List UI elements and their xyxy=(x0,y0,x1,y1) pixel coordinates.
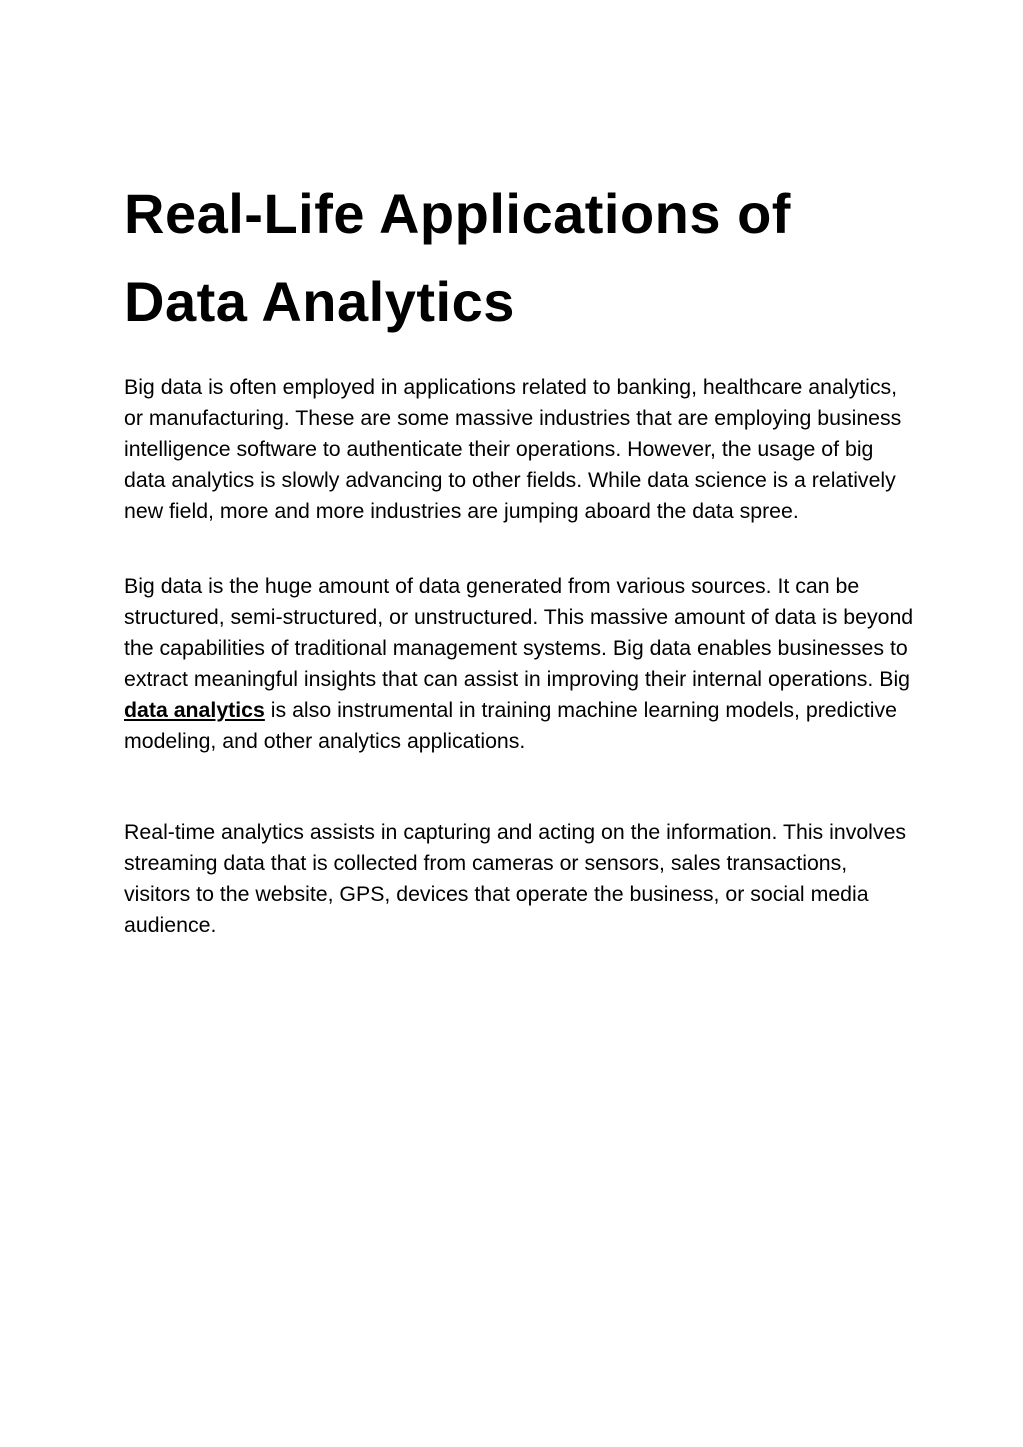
paragraph-big-data xyxy=(124,571,914,757)
data-analytics-link[interactable]: data analytics xyxy=(124,698,265,722)
paragraph-text: Big data is the huge amount of data generated from various sources. It can be structured, semi-structured, or unstructured. This massive amount of data is beyond the capabilities of traditional management systems. Big data enables businesses to extract meaningful insights that can assist in improving their internal operations. Big xyxy=(124,574,914,691)
paragraph-intro: Big data is often employed in applications related to banking, healthcare analytics, or manufacturing. These are some massive industries that are employing business intelligence software to authenticate their operations. However, the usage of big data analytics is slowly advancing to other fields. While data science is a relatively new field, more and more industries are jumping aboard the data spree. xyxy=(124,375,902,523)
paragraph-real-time: Real-time analytics assists in capturing and acting on the information. This involves streaming data that is collected from cameras or sensors, sales transactions, visitors to the website, GPS, devices that operate the business, or social media audience. xyxy=(124,820,907,937)
paragraph-text: is also instrumental in training machine learning models, predictive modeling, and other analytics applications. xyxy=(124,698,897,753)
page-title: Real-Life Applications of Data Analytics xyxy=(124,182,791,333)
